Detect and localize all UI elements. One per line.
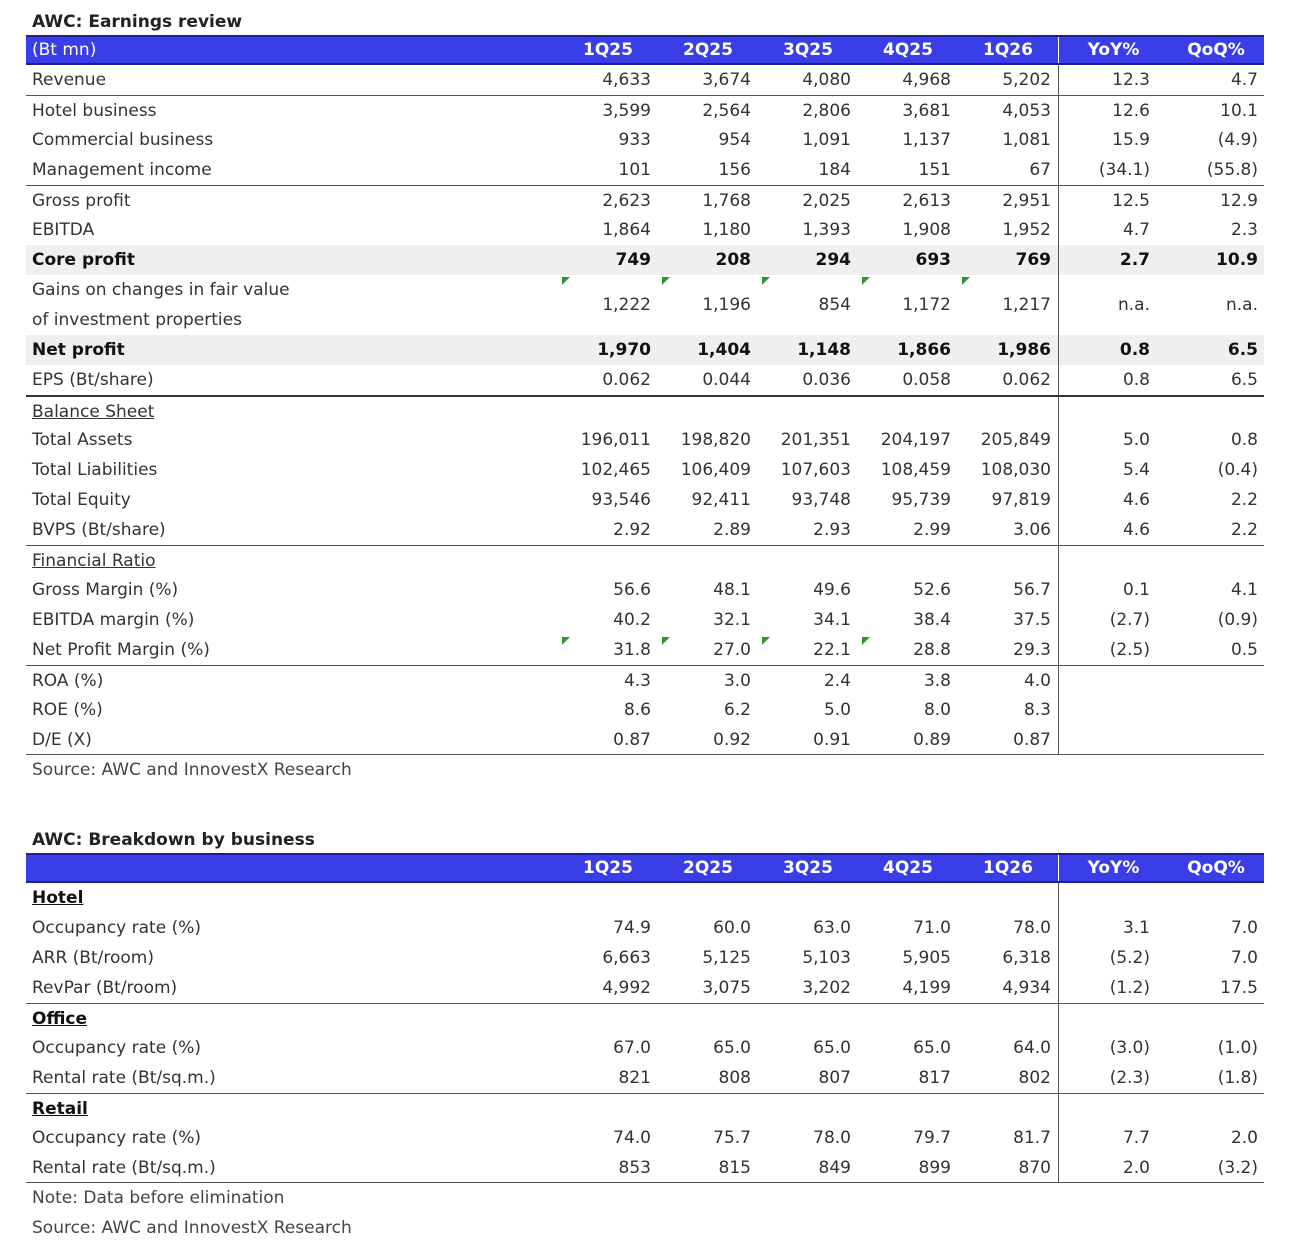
cell-value: 749 [615,250,651,270]
cell-value: 3.8 [923,671,951,691]
cell-value: 817 [918,1068,951,1088]
cell-value: 1,137 [902,130,951,150]
cell-value: 107,603 [780,460,851,480]
table-row [26,1153,1264,1183]
cell-value: 74.0 [613,1128,651,1148]
footnote: Note: Data before elimination [32,1188,285,1208]
table-row [26,245,1264,275]
cell-value: 108,030 [980,460,1051,480]
cell-value: 201,351 [780,430,851,450]
table-row [26,913,1264,943]
cell-value: 34.1 [813,610,851,630]
cell-value: 807 [818,1068,851,1088]
cell-qoq: (55.8) [1206,160,1258,180]
cell-value: 4,968 [902,70,951,90]
cell-value: 196,011 [580,430,651,450]
table-row [26,515,1264,545]
cell-yoy: (2.3) [1058,1063,1168,1093]
cell-value: 4,080 [802,70,851,90]
cell-value: 769 [1015,250,1051,270]
cell-value: 205,849 [980,430,1051,450]
cell-yoy: 2.7 [1058,245,1168,275]
cell-yoy [1058,666,1168,695]
cell-qoq: 2.2 [1230,490,1258,510]
cell-value: 1,217 [958,275,1058,335]
cell-value: 67 [1029,160,1051,180]
cell-value: 63.0 [813,918,851,938]
cell-value: 1,091 [802,130,851,150]
cell-value: 208 [715,250,751,270]
cell-value: 75.7 [713,1128,751,1148]
cell-value: 65.0 [713,1038,751,1058]
table-row [26,455,1264,485]
section-subheader [26,1093,1264,1123]
header-quarter: 1Q26 [983,858,1033,878]
row-label: BVPS (Bt/share) [32,520,166,540]
cell-value: 92,411 [691,490,751,510]
cell-value: 102,465 [580,460,651,480]
cell-value: 151 [918,160,951,180]
cell-value: 78.0 [1013,918,1051,938]
cell-value: 49.6 [813,580,851,600]
table-row [26,695,1264,725]
row-label: EBITDA [32,220,95,240]
row-label: Occupancy rate (%) [32,1128,201,1148]
header-quarter: 3Q25 [783,858,833,878]
cell-value: 2,564 [702,101,751,121]
cell-value: 4,633 [602,70,651,90]
cell-yoy [1058,695,1168,725]
cell-value: 156 [718,160,751,180]
row-label: Total Assets [32,430,133,450]
breakdown-table [26,827,1264,1243]
cell-yoy: (2.5) [1058,635,1168,665]
cell-value: 6.2 [723,700,751,720]
cell-qoq: 6.5 [1230,370,1258,390]
cell-value: 56.6 [613,580,651,600]
row-label: Office [32,1009,88,1029]
cell-yoy: 3.1 [1058,913,1168,943]
row-label: Gross Margin (%) [32,580,179,600]
cell-value: 4.3 [623,671,651,691]
row-label: Commercial business [32,130,214,150]
cell-value: 67.0 [613,1038,651,1058]
header-quarter: 1Q25 [583,40,633,60]
row-label: RevPar (Bt/room) [32,978,178,998]
table-row [26,943,1264,973]
table-row [26,365,1264,395]
cell-value: 0.87 [613,730,651,750]
cell-value: 1,404 [697,340,751,360]
cell-value: 8.0 [923,700,951,720]
header-qoq: QoQ% [1187,858,1245,878]
row-label: Occupancy rate (%) [32,1038,201,1058]
cell-value: 6,663 [602,948,651,968]
cell-value: 95,739 [891,490,951,510]
cell-yoy: 4.6 [1058,485,1168,515]
cell-value: 5,905 [902,948,951,968]
source-note: Source: AWC and InnovestX Research [32,760,352,780]
table-row [26,605,1264,635]
cell-value: 802 [1018,1068,1051,1088]
cell-value: 1,081 [1002,130,1051,150]
cell-qoq: 17.5 [1220,978,1258,998]
cell-yoy: n.a. [1058,275,1168,335]
comment-marker-icon [562,277,570,285]
header-qoq: QoQ% [1187,40,1245,60]
cell-value: 1,986 [997,340,1051,360]
section-subheader [26,883,1264,913]
cell-value: 821 [618,1068,651,1088]
cell-yoy: 12.5 [1058,186,1168,215]
cell-value: 4.0 [1023,671,1051,691]
cell-value: 48.1 [713,580,751,600]
header-yoy: YoY% [1058,37,1168,63]
cell-yoy: 0.8 [1058,335,1168,365]
comment-marker-icon [562,637,570,645]
row-label: Revenue [32,70,107,90]
cell-value: 1,864 [602,220,651,240]
cell-yoy: (1.2) [1058,973,1168,1003]
cell-value: 815 [718,1158,751,1178]
row-label: Hotel [32,888,84,908]
cell-value: 2.92 [613,520,651,540]
cell-value: 38.4 [913,610,951,630]
cell-yoy [1058,725,1168,754]
cell-value: 870 [1018,1158,1051,1178]
cell-qoq: (1.8) [1217,1068,1258,1088]
comment-marker-icon [862,637,870,645]
row-label: Total Liabilities [32,460,158,480]
row-label: ARR (Bt/room) [32,948,154,968]
row-label: Net Profit Margin (%) [32,640,210,660]
header-quarter: 2Q25 [683,40,733,60]
table-row [26,65,1264,95]
cell-value: 4,053 [1002,101,1051,121]
header-unit-label: (Bt mn) [32,40,97,60]
table-row [26,185,1264,215]
cell-value: 1,172 [858,275,958,335]
cell-value: 28.8 [858,635,958,665]
cell-qoq: 2.0 [1230,1128,1258,1148]
cell-value: 1,970 [597,340,651,360]
cell-value: 65.0 [913,1038,951,1058]
cell-value: 1,952 [1002,220,1051,240]
cell-value: 22.1 [758,635,858,665]
row-label: Net profit [32,340,125,360]
cell-value: 1,393 [802,220,851,240]
cell-value: 693 [915,250,951,270]
row-label: ROE (%) [32,700,103,720]
cell-value: 0.058 [902,370,951,390]
cell-value: 56.7 [1013,580,1051,600]
cell-yoy: 5.0 [1058,425,1168,455]
cell-value: 106,409 [680,460,751,480]
cell-value: 8.3 [1023,700,1051,720]
cell-value: 204,197 [880,430,951,450]
header-unit-label [26,855,558,881]
cell-value: 0.92 [713,730,751,750]
cell-value: 5.0 [823,700,851,720]
cell-yoy: 0.1 [1058,575,1168,605]
section-subheader [26,545,1264,575]
cell-qoq: 2.2 [1230,520,1258,540]
cell-yoy: 4.6 [1058,515,1168,545]
row-label: Gross profit [32,191,131,211]
row-label: Balance Sheet [32,402,155,422]
comment-marker-icon [762,277,770,285]
comment-marker-icon [662,277,670,285]
cell-value: 1,148 [797,340,851,360]
cell-value: 79.7 [913,1128,951,1148]
cell-value: 8.6 [623,700,651,720]
cell-value: 2.4 [823,671,851,691]
cell-value: 1,222 [558,275,658,335]
cell-value: 4,992 [602,978,651,998]
cell-value: 184 [818,160,851,180]
cell-value: 2,623 [602,191,651,211]
table-row [26,665,1264,695]
cell-qoq: (3.2) [1217,1158,1258,1178]
section-subheader [26,1003,1264,1033]
cell-value: 2,951 [1002,191,1051,211]
header-quarter: 1Q25 [583,858,633,878]
cell-value: 5,125 [702,948,751,968]
header-quarter: 2Q25 [683,858,733,878]
cell-value: 4,934 [1002,978,1051,998]
cell-value: 933 [618,130,651,150]
cell-value: 101 [618,160,651,180]
cell-value: 37.5 [1013,610,1051,630]
comment-marker-icon [862,277,870,285]
row-label: Occupancy rate (%) [32,918,201,938]
row-label-line: of investment properties [32,310,242,330]
cell-value: 1,196 [658,275,758,335]
cell-value: 0.87 [1013,730,1051,750]
cell-yoy: (34.1) [1058,155,1168,185]
earnings-title: AWC: Earnings review [32,12,243,32]
cell-value: 0.91 [813,730,851,750]
cell-value: 29.3 [1013,640,1051,660]
cell-value: 3,674 [702,70,751,90]
table-row [26,1063,1264,1093]
cell-value: 853 [618,1158,651,1178]
row-label: Rental rate (Bt/sq.m.) [32,1068,216,1088]
row-label: Retail [32,1099,88,1119]
table-row [26,155,1264,185]
cell-yoy: (3.0) [1058,1033,1168,1063]
table-row [26,1033,1264,1063]
table-row [26,973,1264,1003]
earnings-header-row [26,35,1264,65]
cell-value: 954 [718,130,751,150]
cell-value: 0.062 [602,370,651,390]
cell-value: 6,318 [1002,948,1051,968]
cell-qoq [1168,725,1264,754]
cell-value: 52.6 [913,580,951,600]
cell-yoy: 7.7 [1058,1123,1168,1153]
row-label: Management income [32,160,212,180]
cell-qoq: 4.7 [1230,70,1258,90]
cell-value: 40.2 [613,610,651,630]
cell-value: 2.89 [713,520,751,540]
cell-value: 5,103 [802,948,851,968]
cell-value: 3,202 [802,978,851,998]
cell-yoy: 0.8 [1058,365,1168,395]
cell-value: 854 [758,275,858,335]
cell-value: 0.036 [802,370,851,390]
cell-value: 65.0 [813,1038,851,1058]
comment-marker-icon [962,277,970,285]
cell-yoy: 5.4 [1058,455,1168,485]
cell-yoy: 12.6 [1058,96,1168,125]
cell-qoq: 4.1 [1230,580,1258,600]
comment-marker-icon [762,637,770,645]
table-row [26,215,1264,245]
row-label: Core profit [32,250,135,270]
cell-qoq: 12.9 [1220,191,1258,211]
row-label: Hotel business [32,101,157,121]
cell-value: 108,459 [880,460,951,480]
cell-qoq: 10.1 [1220,101,1258,121]
cell-yoy: 2.0 [1058,1153,1168,1182]
cell-qoq: 7.0 [1230,918,1258,938]
cell-qoq [1168,666,1264,695]
cell-qoq: (4.9) [1217,130,1258,150]
cell-qoq: 0.5 [1230,640,1258,660]
row-label: Rental rate (Bt/sq.m.) [32,1158,216,1178]
cell-qoq [1168,695,1264,725]
cell-qoq: 7.0 [1230,948,1258,968]
cell-yoy: (5.2) [1058,943,1168,973]
cell-value: 0.044 [702,370,751,390]
cell-value: 2,806 [802,101,851,121]
cell-qoq: 2.3 [1230,220,1258,240]
cell-value: 64.0 [1013,1038,1051,1058]
row-label-line: Gains on changes in fair value [32,280,290,300]
cell-value: 1,180 [702,220,751,240]
table-row [26,485,1264,515]
cell-value: 3,075 [702,978,751,998]
earnings-review-table [26,9,1264,785]
cell-yoy: 15.9 [1058,125,1168,155]
cell-value: 78.0 [813,1128,851,1148]
header-quarter: 1Q26 [983,40,1033,60]
cell-value: 93,748 [791,490,851,510]
cell-value: 1,768 [702,191,751,211]
cell-value: 2.93 [813,520,851,540]
cell-qoq: (0.4) [1217,460,1258,480]
header-quarter: 4Q25 [883,858,933,878]
table-row [26,1123,1264,1153]
table-row [26,635,1264,665]
cell-value: 32.1 [713,610,751,630]
cell-qoq: 0.8 [1230,430,1258,450]
cell-yoy: 4.7 [1058,215,1168,245]
cell-value: 4,199 [902,978,951,998]
cell-value: 2.99 [913,520,951,540]
source-note: Source: AWC and InnovestX Research [32,1218,352,1238]
section-subheader [26,395,1264,425]
table-row [26,335,1264,365]
cell-value: 31.8 [558,635,658,665]
cell-value: 2,025 [802,191,851,211]
cell-value: 808 [718,1068,751,1088]
cell-value: 3,681 [902,101,951,121]
cell-value: 93,546 [591,490,651,510]
cell-value: 5,202 [1002,70,1051,90]
cell-value: 97,819 [991,490,1051,510]
table-row [26,425,1264,455]
cell-yoy: (2.7) [1058,605,1168,635]
table-row [26,575,1264,605]
header-quarter: 4Q25 [883,40,933,60]
cell-value: 3.06 [1013,520,1051,540]
breakdown-header-row [26,853,1264,883]
cell-qoq: 10.9 [1216,250,1258,270]
row-label: Financial Ratio [32,551,156,571]
cell-value: 3.0 [723,671,751,691]
row-label: Total Equity [32,490,131,510]
table-row [26,725,1264,755]
row-label: ROA (%) [32,671,104,691]
table-row [26,95,1264,125]
row-label: D/E (X) [32,730,92,750]
cell-value: 1,908 [902,220,951,240]
cell-value: 0.062 [1002,370,1051,390]
row-label: EPS (Bt/share) [32,370,154,390]
cell-qoq: (1.0) [1217,1038,1258,1058]
cell-qoq: 6.5 [1227,340,1258,360]
cell-value: 74.9 [613,918,651,938]
table-row [26,125,1264,155]
row-label [26,275,558,335]
breakdown-title: AWC: Breakdown by business [32,830,315,850]
cell-qoq: (0.9) [1217,610,1258,630]
cell-value: 81.7 [1013,1128,1051,1148]
row-label: EBITDA margin (%) [32,610,195,630]
cell-value: 294 [815,250,851,270]
cell-value: 2,613 [902,191,951,211]
cell-value: 899 [918,1158,951,1178]
cell-value: 3,599 [602,101,651,121]
cell-value: 60.0 [713,918,751,938]
table-row [26,275,1264,335]
cell-value: 849 [818,1158,851,1178]
cell-value: 0.89 [913,730,951,750]
cell-value: 27.0 [658,635,758,665]
header-yoy: YoY% [1058,855,1168,881]
cell-value: 1,866 [897,340,951,360]
cell-qoq: n.a. [1226,295,1258,315]
header-quarter: 3Q25 [783,40,833,60]
cell-value: 198,820 [680,430,751,450]
cell-yoy: 12.3 [1058,65,1168,95]
cell-value: 71.0 [913,918,951,938]
comment-marker-icon [662,637,670,645]
